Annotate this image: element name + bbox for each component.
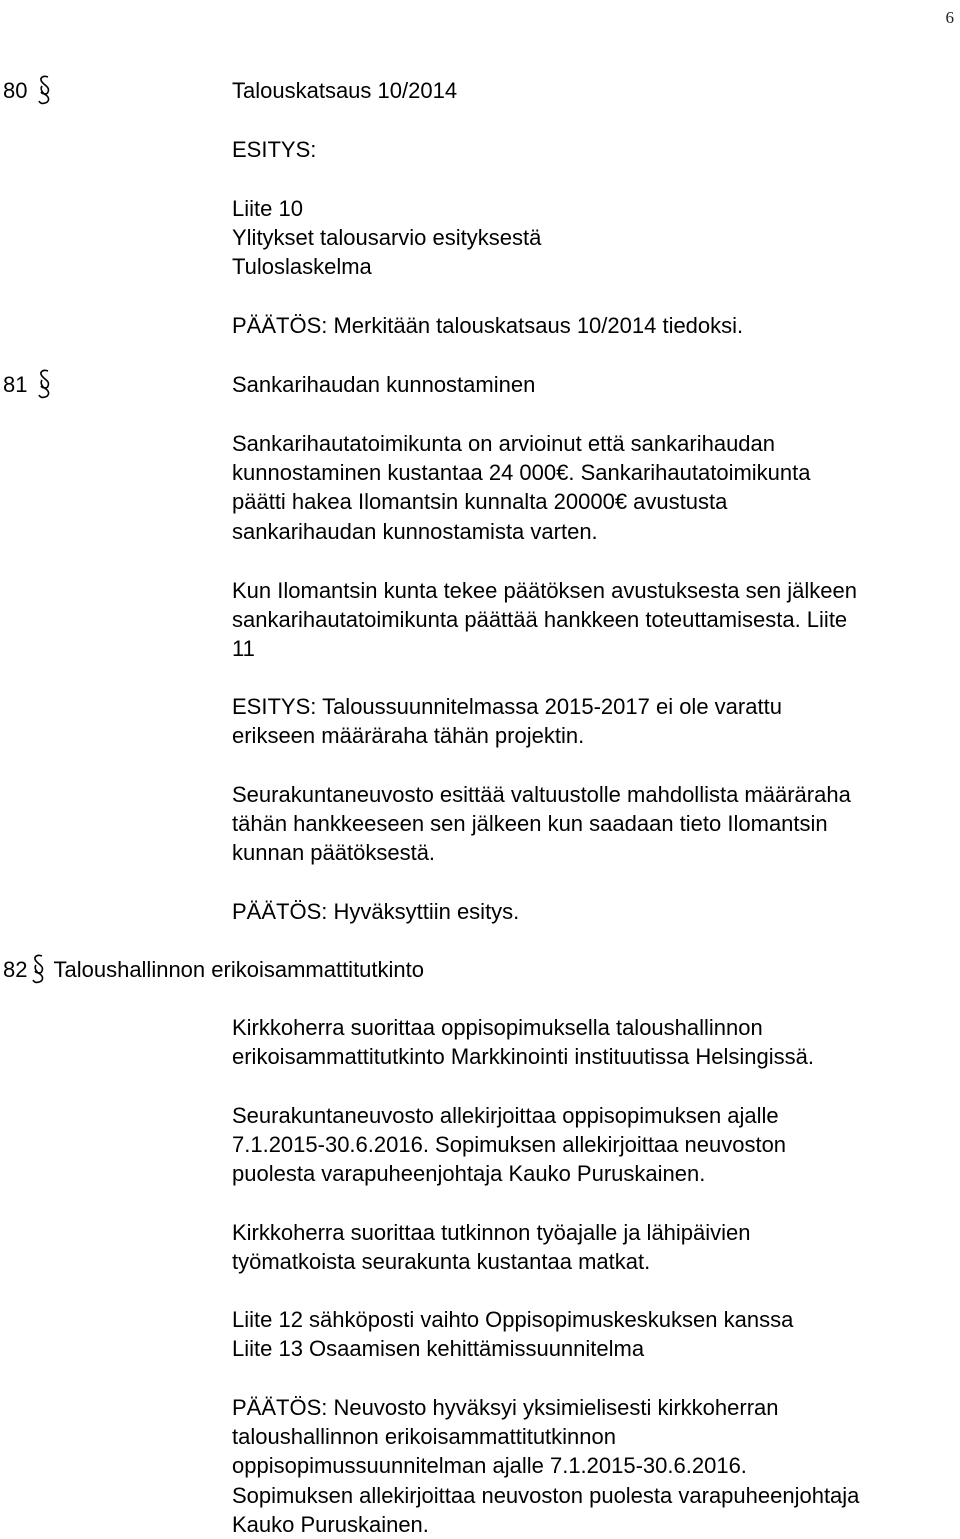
section-81-paragraph-3: ESITYS: Taloussuunnitelmassa 2015-2017 ei ole varattu erikseen määräraha tähän projektin. (232, 694, 782, 749)
section-80-attachments: Liite 10 Ylitykset talousarvio esityksestä Tuloslaskelma (232, 196, 542, 280)
section-81-title: Sankarihaudan kunnostaminen (232, 372, 536, 397)
section-81-decision: PÄÄTÖS: Hyväksyttiin esitys. (232, 899, 520, 924)
section-80-decision: PÄÄTÖS: Merkitään talouskatsaus 10/2014 tiedoksi. (232, 313, 744, 338)
section-80-title: Talouskatsaus 10/2014 (232, 78, 458, 103)
section-80-esitys: ESITYS: (232, 137, 317, 162)
section-81-paragraph-2: Kun Ilomantsin kunta tekee päätöksen avustuksesta sen jälkeen sankarihautatoimikunta päättää hankkeen toteuttamisesta. Liite 11 (232, 578, 857, 662)
section-sign-icon (37, 74, 53, 106)
section-81-header (3, 370, 53, 400)
section-82-attachments: Liite 12 sähköposti vaihto Oppisopimuskeskuksen kanssa Liite 13 Osaamisen kehittämissuunnitelma (232, 1307, 794, 1362)
section-82-paragraph-1: Kirkkoherra suorittaa oppisopimuksella taloushallinnon erikoisammattitutkinto Markkinointi instituutissa Helsingissä. (232, 1015, 814, 1070)
section-82-decision: PÄÄTÖS: Neuvosto hyväksyi yksimielisesti kirkkoherran taloushallinnon erikoisammattitutkinnon oppisopimussuunnitelman ajalle 7.1.2015-30.6.2016. Sopimuksen allekirjoittaa neuvoston puolesta varapuheenjohtaja Kauko Puruskainen. (232, 1395, 860, 1537)
section-82-paragraph-2: Seurakuntaneuvosto allekirjoittaa oppisopimuksen ajalle 7.1.2015-30.6.2016. Sopimuksen allekirjoittaa neuvoston puolesta varapuheenjohtaja Kauko Puruskainen. (232, 1103, 787, 1187)
section-80-number: 80 (3, 78, 28, 103)
section-sign-icon (37, 368, 53, 400)
section-81-paragraph-1: Sankarihautatoimikunta on arvioinut että sankarihaudan kunnostaminen kustantaa 24 000€. Sankarihautatoimikunta päätti hakea Ilomantsin kunnalta 20000€ avustusta sankarihaudan kunnostamista varten. (232, 431, 811, 544)
section-81-paragraph-4: Seurakuntaneuvosto esittää valtuustolle mahdollista määräraha tähän hankkeeseen sen jälkeen kun saadaan tieto Ilomantsin kunnan päätöksestä. (232, 782, 851, 866)
section-82-paragraph-3: Kirkkoherra suorittaa tutkinnon työajalle ja lähipäivien työmatkoista seurakunta kustantaa matkat. (232, 1220, 751, 1275)
section-82-header (3, 955, 424, 985)
page-number: 6 (945, 8, 954, 27)
section-81-number: 81 (3, 372, 28, 397)
section-80-header (3, 76, 53, 106)
section-82-title: Taloushallinnon erikoisammattitutkinto (53, 957, 425, 982)
section-82-number: 82 (3, 957, 28, 982)
section-sign-icon (31, 953, 47, 985)
